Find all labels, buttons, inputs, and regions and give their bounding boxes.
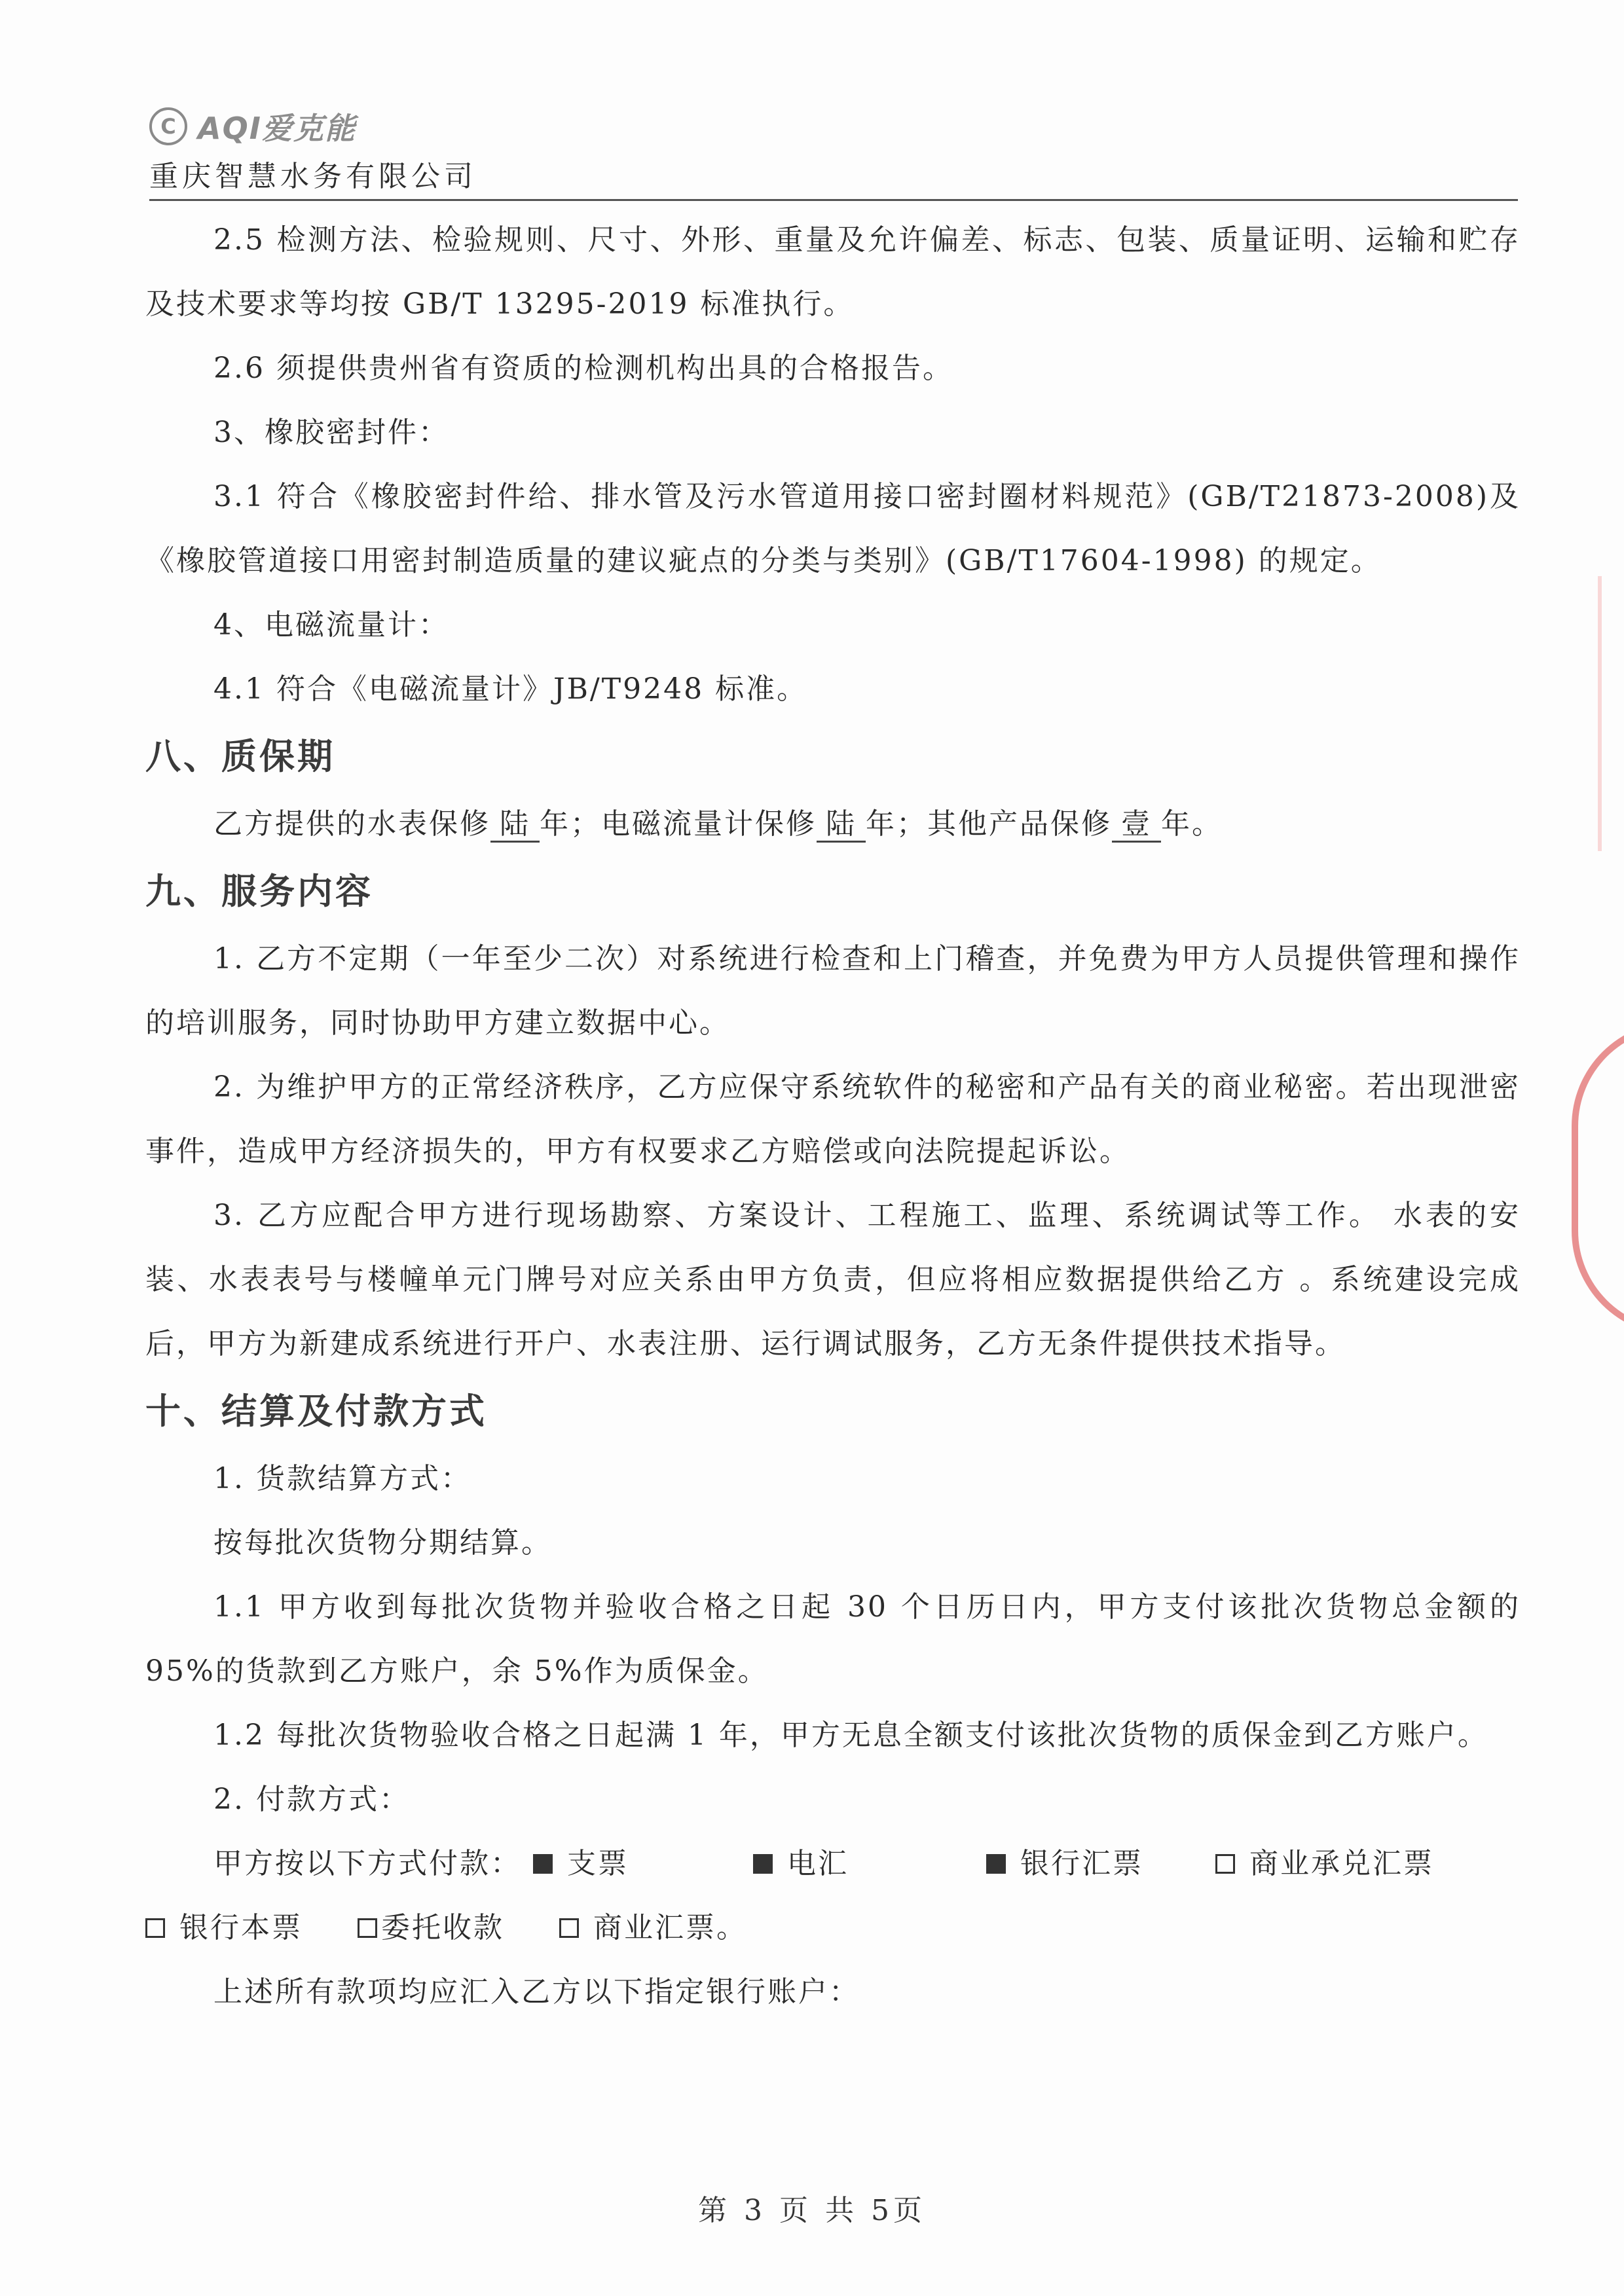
- payment-options-row-2: [145, 1896, 1521, 1960]
- option-label: 电汇: [787, 1847, 849, 1880]
- warranty-text-a: 乙方提供的水表保修: [213, 807, 490, 841]
- logo-icon: C: [149, 107, 187, 145]
- payment-options-row-1: [145, 1832, 1521, 1896]
- checkbox-checked-icon[interactable]: [986, 1854, 1006, 1874]
- option-label: 支票: [567, 1847, 629, 1880]
- paragraph-3-1: 3.1 符合《橡胶密封件给、排水管及污水管道用接口密封圈材料规范》(GB/T21873-2008)及《橡胶管道接口用密封制造质量的建议疵点的分类与类别》(GB/T17604-1998) 的规定。: [145, 480, 1521, 577]
- warranty-value-flowmeter: 陆: [817, 807, 866, 843]
- option-commercial-bill[interactable]: [559, 1896, 747, 1960]
- warranty-text-c: 年；其他产品保修: [866, 807, 1112, 841]
- option-cheque[interactable]: [533, 1832, 629, 1896]
- red-seal-fragment: [1572, 1021, 1624, 1336]
- payment-intro: 甲方按以下方式付款：: [213, 1847, 521, 1880]
- document-body: [145, 208, 1521, 2024]
- option-label: 银行本票: [179, 1911, 303, 1944]
- paragraph-2-5: 2.5 检测方法、检验规则、尺寸、外形、重量及允许偏差、标志、包装、质量证明、运输和贮存及技术要求等均按 GB/T 13295-2019 标准执行。: [145, 223, 1521, 321]
- paragraph-4-1: 4.1 符合《电磁流量计》JB/T9248 标准。: [213, 672, 808, 706]
- option-label: 委托收款: [381, 1911, 504, 1944]
- checkbox-empty-icon[interactable]: [358, 1918, 377, 1938]
- account-text: 上述所有款项均应汇入乙方以下指定银行账户：: [213, 1975, 860, 2009]
- option-label: 商业承兑汇票: [1249, 1847, 1434, 1880]
- warranty-paragraph: [145, 792, 1521, 856]
- option-label: 商业汇票。: [593, 1911, 747, 1944]
- logo-text: AQI爱克能: [198, 111, 356, 146]
- service-item: 3. 乙方应配合甲方进行现场勘察、方案设计、工程施工、监理、系统调试等工作。 水表的安装、水表表号与楼幢单元门牌号对应关系由甲方负责，但应将相应数据提供给乙方 。系统建设完成后，甲方为新建成系统进行开户、水表注册、运行调试服务，乙方无条件提供技术指导。: [145, 1199, 1521, 1360]
- checkbox-empty-icon[interactable]: [1215, 1854, 1235, 1874]
- option-bank-draft[interactable]: [986, 1832, 1143, 1896]
- option-label: 银行汇票: [1020, 1847, 1143, 1880]
- checkbox-checked-icon[interactable]: [753, 1854, 773, 1874]
- settlement-1-1: 1.1 甲方收到每批次货物并验收合格之日起 30 个日历日内，甲方支付该批次货物总金额的 95%的货款到乙方账户，余 5%作为质保金。: [145, 1590, 1521, 1688]
- option-cashier-cheque[interactable]: [145, 1896, 303, 1960]
- company-logo: [149, 103, 1518, 149]
- section-10-title: 十、结算及付款方式: [145, 1391, 487, 1432]
- option-collection[interactable]: [358, 1896, 504, 1960]
- warranty-value-other: 壹: [1112, 807, 1161, 843]
- page-number: 第 3 页 共 5页: [698, 2194, 926, 2227]
- option-commercial-acceptance-bill[interactable]: [1215, 1832, 1434, 1896]
- section-9-title: 九、服务内容: [145, 871, 373, 912]
- section-8-title: 八、质保期: [145, 736, 335, 777]
- payment-heading: 2. 付款方式：: [213, 1783, 410, 1816]
- settlement-1-2: 1.2 每批次货物验收合格之日起满 1 年，甲方无息全额支付该批次货物的质保金到乙方账户。: [213, 1719, 1488, 1752]
- checkbox-empty-icon[interactable]: [559, 1918, 579, 1938]
- service-item: 2. 为维护甲方的正常经济秩序，乙方应保守系统软件的秘密和产品有关的商业秘密。若出现泄密事件，造成甲方经济损失的，甲方有权要求乙方赔偿或向法院提起诉讼。: [145, 1070, 1521, 1168]
- warranty-text-b: 年；电磁流量计保修: [540, 807, 817, 841]
- service-item: 1. 乙方不定期（一年至少二次）对系统进行检查和上门稽查，并免费为甲方人员提供管理和操作的培训服务，同时协助甲方建立数据中心。: [145, 942, 1521, 1040]
- warranty-text-d: 年。: [1161, 807, 1223, 841]
- settlement-text: 按每批次货物分期结算。: [213, 1526, 552, 1559]
- page-header: [149, 103, 1518, 201]
- option-wire-transfer[interactable]: [753, 1832, 849, 1896]
- company-name: 重庆智慧水务有限公司: [149, 158, 1518, 201]
- paragraph-4: 4、电磁流量计：: [213, 608, 449, 642]
- paragraph-2-6: 2.6 须提供贵州省有资质的检测机构出具的合格报告。: [213, 352, 953, 385]
- warranty-value-water-meter: 陆: [490, 807, 540, 843]
- checkbox-checked-icon[interactable]: [533, 1854, 553, 1874]
- checkbox-empty-icon[interactable]: [145, 1918, 165, 1938]
- seal-fragment-faint: [1598, 576, 1624, 851]
- settlement-heading: 1. 货款结算方式：: [213, 1462, 471, 1495]
- paragraph-3: 3、橡胶密封件：: [213, 416, 449, 449]
